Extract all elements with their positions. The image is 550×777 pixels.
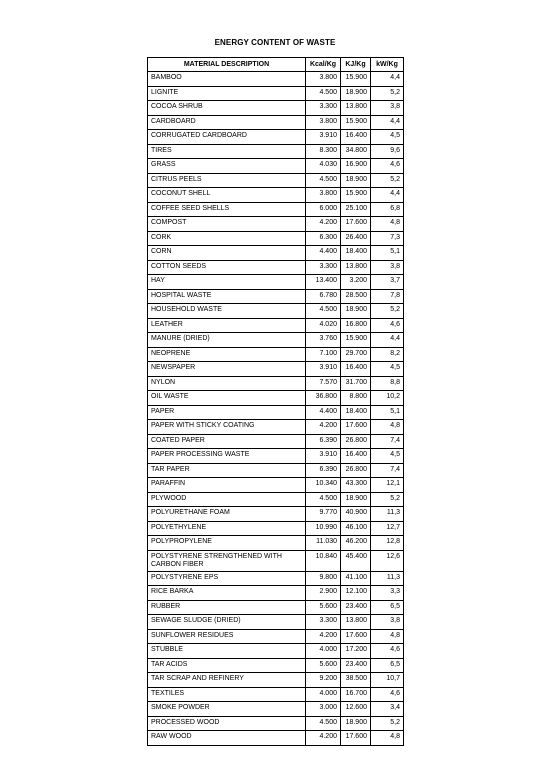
kj-cell: 15.900 (341, 72, 371, 87)
material-cell: HAY (148, 275, 306, 290)
kw-cell: 4,6 (371, 318, 404, 333)
kcal-cell: 3.800 (306, 115, 341, 130)
material-cell: POLYPROPYLENE (148, 536, 306, 551)
material-cell: TEXTILES (148, 687, 306, 702)
header-kj: KJ/Kg (341, 58, 371, 72)
kw-cell: 5,2 (371, 716, 404, 731)
kj-cell: 15.900 (341, 333, 371, 348)
kw-cell: 3,3 (371, 586, 404, 601)
kcal-cell: 3.760 (306, 333, 341, 348)
kw-cell: 11,3 (371, 507, 404, 522)
kj-cell: 18.900 (341, 716, 371, 731)
kj-cell: 26.800 (341, 463, 371, 478)
kw-cell: 4,4 (371, 72, 404, 87)
kcal-cell: 6.390 (306, 434, 341, 449)
kj-cell: 23.400 (341, 658, 371, 673)
material-cell: RICE BARKA (148, 586, 306, 601)
page-title: ENERGY CONTENT OF WASTE (214, 38, 336, 47)
kcal-cell: 3.910 (306, 449, 341, 464)
kw-cell: 8,8 (371, 376, 404, 391)
kcal-cell: 4.500 (306, 86, 341, 101)
kj-cell: 12.600 (341, 702, 371, 717)
kj-cell: 16.400 (341, 130, 371, 145)
kw-cell: 4,4 (371, 333, 404, 348)
table-row (148, 687, 404, 702)
kcal-cell: 4.200 (306, 731, 341, 746)
kw-cell: 6,5 (371, 600, 404, 615)
kj-cell: 8.800 (341, 391, 371, 406)
material-cell: POLYETHYLENE (148, 521, 306, 536)
table-row (148, 333, 404, 348)
kj-cell: 34.800 (341, 144, 371, 159)
kj-cell: 16.400 (341, 449, 371, 464)
kw-cell: 12,8 (371, 536, 404, 551)
kcal-cell: 6.780 (306, 289, 341, 304)
kw-cell: 4,5 (371, 449, 404, 464)
table-row (148, 716, 404, 731)
kw-cell: 3,8 (371, 615, 404, 630)
kw-cell: 8,2 (371, 347, 404, 362)
material-cell: LIGNITE (148, 86, 306, 101)
material-cell: SEWAGE SLUDGE (DRIED) (148, 615, 306, 630)
table-row (148, 391, 404, 406)
table-row (148, 536, 404, 551)
kj-cell: 43.300 (341, 478, 371, 493)
kw-cell: 3,7 (371, 275, 404, 290)
kw-cell: 5,1 (371, 246, 404, 261)
material-cell: POLYSTYRENE STRENGTHENED WITH CARBON FIBER (148, 550, 306, 571)
table-row (148, 289, 404, 304)
kj-cell: 13.800 (341, 260, 371, 275)
table-row (148, 586, 404, 601)
material-cell: CITRUS PEELS (148, 173, 306, 188)
kcal-cell: 9.200 (306, 673, 341, 688)
table-header-row (148, 58, 404, 72)
kcal-cell: 3.910 (306, 362, 341, 377)
kw-cell: 10,7 (371, 673, 404, 688)
kj-cell: 17.200 (341, 644, 371, 659)
material-cell: NEWSPAPER (148, 362, 306, 377)
kw-cell: 4,4 (371, 115, 404, 130)
kj-cell: 17.600 (341, 731, 371, 746)
kcal-cell: 4.000 (306, 687, 341, 702)
table-row (148, 420, 404, 435)
kcal-cell: 5.600 (306, 600, 341, 615)
kw-cell: 12,1 (371, 478, 404, 493)
kcal-cell: 3.300 (306, 101, 341, 116)
table-row (148, 550, 404, 571)
material-cell: POLYURETHANE FOAM (148, 507, 306, 522)
kcal-cell: 4.400 (306, 405, 341, 420)
table-row (148, 347, 404, 362)
kj-cell: 26.800 (341, 434, 371, 449)
table-row (148, 571, 404, 586)
kj-cell: 15.900 (341, 115, 371, 130)
kj-cell: 3.200 (341, 275, 371, 290)
kj-cell: 40.900 (341, 507, 371, 522)
material-cell: GRASS (148, 159, 306, 174)
kw-cell: 4,8 (371, 420, 404, 435)
kcal-cell: 10.990 (306, 521, 341, 536)
material-cell: CARDBOARD (148, 115, 306, 130)
kw-cell: 6,8 (371, 202, 404, 217)
kw-cell: 7,3 (371, 231, 404, 246)
kj-cell: 18.400 (341, 246, 371, 261)
kj-cell: 25.100 (341, 202, 371, 217)
table-row (148, 159, 404, 174)
kw-cell: 9,6 (371, 144, 404, 159)
table-row (148, 217, 404, 232)
kj-cell: 16.400 (341, 362, 371, 377)
kcal-cell: 3.300 (306, 615, 341, 630)
kj-cell: 17.600 (341, 420, 371, 435)
kj-cell: 26.400 (341, 231, 371, 246)
table-row (148, 521, 404, 536)
kj-cell: 18.900 (341, 492, 371, 507)
kw-cell: 5,2 (371, 492, 404, 507)
material-cell: TIRES (148, 144, 306, 159)
material-cell: COTTON SEEDS (148, 260, 306, 275)
material-cell: CORK (148, 231, 306, 246)
kw-cell: 5,2 (371, 173, 404, 188)
table-body (148, 72, 404, 746)
kcal-cell: 3.000 (306, 702, 341, 717)
material-cell: SMOKE POWDER (148, 702, 306, 717)
kw-cell: 4,5 (371, 362, 404, 377)
kw-cell: 10,2 (371, 391, 404, 406)
kj-cell: 46.200 (341, 536, 371, 551)
kw-cell: 4,8 (371, 629, 404, 644)
kw-cell: 5,2 (371, 86, 404, 101)
table-row (148, 231, 404, 246)
table-row (148, 507, 404, 522)
kcal-cell: 6.000 (306, 202, 341, 217)
kw-cell: 5,2 (371, 304, 404, 319)
kw-cell: 4,4 (371, 188, 404, 203)
material-cell: COATED PAPER (148, 434, 306, 449)
table-row (148, 629, 404, 644)
table-row (148, 658, 404, 673)
kcal-cell: 7.570 (306, 376, 341, 391)
table-row (148, 376, 404, 391)
table-row (148, 130, 404, 145)
table-row (148, 449, 404, 464)
material-cell: TAR ACIDS (148, 658, 306, 673)
kj-cell: 13.800 (341, 615, 371, 630)
kcal-cell: 4.020 (306, 318, 341, 333)
header-kcal: Kcal/Kg (306, 58, 341, 72)
kw-cell: 12,7 (371, 521, 404, 536)
kw-cell: 7,4 (371, 434, 404, 449)
material-cell: COCOA SHRUB (148, 101, 306, 116)
kj-cell: 45.400 (341, 550, 371, 571)
kcal-cell: 10.340 (306, 478, 341, 493)
material-cell: POLYSTYRENE EPS (148, 571, 306, 586)
table-row (148, 492, 404, 507)
table-row (148, 600, 404, 615)
material-cell: COFFEE SEED SHELLS (148, 202, 306, 217)
material-cell: PAPER (148, 405, 306, 420)
kw-cell: 3,4 (371, 702, 404, 717)
table-row (148, 173, 404, 188)
table-row (148, 673, 404, 688)
kcal-cell: 3.800 (306, 188, 341, 203)
kcal-cell: 3.800 (306, 72, 341, 87)
kcal-cell: 4.000 (306, 644, 341, 659)
kj-cell: 28.500 (341, 289, 371, 304)
material-cell: LEATHER (148, 318, 306, 333)
kj-cell: 18.900 (341, 86, 371, 101)
material-cell: COCONUT SHELL (148, 188, 306, 203)
energy-table (147, 57, 404, 746)
material-cell: HOSPITAL WASTE (148, 289, 306, 304)
material-cell: PROCESSED WOOD (148, 716, 306, 731)
material-cell: NYLON (148, 376, 306, 391)
kw-cell: 4,8 (371, 731, 404, 746)
table-row (148, 615, 404, 630)
kcal-cell: 4.500 (306, 304, 341, 319)
kw-cell: 5,1 (371, 405, 404, 420)
kj-cell: 23.400 (341, 600, 371, 615)
material-cell: PLYWOOD (148, 492, 306, 507)
material-cell: TAR SCRAP AND REFINERY (148, 673, 306, 688)
material-cell: OIL WASTE (148, 391, 306, 406)
table-row (148, 731, 404, 746)
material-cell: PARAFFIN (148, 478, 306, 493)
table-row (148, 260, 404, 275)
kcal-cell: 6.300 (306, 231, 341, 246)
kj-cell: 41.100 (341, 571, 371, 586)
table-row (148, 463, 404, 478)
material-cell: STUBBLE (148, 644, 306, 659)
kw-cell: 4,6 (371, 644, 404, 659)
kw-cell: 3,8 (371, 101, 404, 116)
kj-cell: 17.600 (341, 629, 371, 644)
kj-cell: 12.100 (341, 586, 371, 601)
table-row (148, 246, 404, 261)
table-row (148, 202, 404, 217)
table-row (148, 405, 404, 420)
kcal-cell: 4.400 (306, 246, 341, 261)
material-cell: RUBBER (148, 600, 306, 615)
kcal-cell: 4.200 (306, 629, 341, 644)
material-cell: TAR PAPER (148, 463, 306, 478)
table-row (148, 304, 404, 319)
kj-cell: 18.400 (341, 405, 371, 420)
kw-cell: 4,5 (371, 130, 404, 145)
kcal-cell: 3.300 (306, 260, 341, 275)
table-row (148, 101, 404, 116)
kj-cell: 17.600 (341, 217, 371, 232)
material-cell: PAPER WITH STICKY COATING (148, 420, 306, 435)
kcal-cell: 10.840 (306, 550, 341, 571)
kw-cell: 4,8 (371, 217, 404, 232)
kcal-cell: 36.800 (306, 391, 341, 406)
kcal-cell: 9.770 (306, 507, 341, 522)
table-row (148, 644, 404, 659)
kcal-cell: 9.800 (306, 571, 341, 586)
kw-cell: 4,6 (371, 159, 404, 174)
kcal-cell: 7.100 (306, 347, 341, 362)
kj-cell: 29.700 (341, 347, 371, 362)
kj-cell: 46.100 (341, 521, 371, 536)
kcal-cell: 4.030 (306, 159, 341, 174)
kw-cell: 3,8 (371, 260, 404, 275)
material-cell: RAW WOOD (148, 731, 306, 746)
kcal-cell: 11.030 (306, 536, 341, 551)
kcal-cell: 6.390 (306, 463, 341, 478)
header-kw: kW/Kg (371, 58, 404, 72)
kcal-cell: 3.910 (306, 130, 341, 145)
kj-cell: 18.900 (341, 304, 371, 319)
kcal-cell: 4.500 (306, 492, 341, 507)
kcal-cell: 2.900 (306, 586, 341, 601)
material-cell: PAPER PROCESSING WASTE (148, 449, 306, 464)
kw-cell: 7,8 (371, 289, 404, 304)
table-row (148, 188, 404, 203)
material-cell: CORN (148, 246, 306, 261)
kj-cell: 15.900 (341, 188, 371, 203)
kcal-cell: 4.200 (306, 217, 341, 232)
material-cell: NEOPRENE (148, 347, 306, 362)
kj-cell: 16.700 (341, 687, 371, 702)
table-row (148, 478, 404, 493)
kj-cell: 38.500 (341, 673, 371, 688)
kcal-cell: 4.200 (306, 420, 341, 435)
material-cell: BAMBOO (148, 72, 306, 87)
kj-cell: 16.800 (341, 318, 371, 333)
material-cell: SUNFLOWER RESIDUES (148, 629, 306, 644)
kw-cell: 4,6 (371, 687, 404, 702)
table-row (148, 115, 404, 130)
kj-cell: 13.800 (341, 101, 371, 116)
table-row (148, 72, 404, 87)
material-cell: CORRUGATED CARDBOARD (148, 130, 306, 145)
kcal-cell: 8.300 (306, 144, 341, 159)
kcal-cell: 4.500 (306, 716, 341, 731)
table-row (148, 702, 404, 717)
table-row (148, 434, 404, 449)
table-row (148, 318, 404, 333)
kw-cell: 6,5 (371, 658, 404, 673)
kw-cell: 7,4 (371, 463, 404, 478)
kcal-cell: 4.500 (306, 173, 341, 188)
kw-cell: 11,3 (371, 571, 404, 586)
material-cell: MANURE (DRIED) (148, 333, 306, 348)
table-row (148, 275, 404, 290)
kj-cell: 31.700 (341, 376, 371, 391)
table-row (148, 86, 404, 101)
material-cell: HOUSEHOLD WASTE (148, 304, 306, 319)
kcal-cell: 13.400 (306, 275, 341, 290)
table-row (148, 144, 404, 159)
kw-cell: 12,6 (371, 550, 404, 571)
kcal-cell: 5.600 (306, 658, 341, 673)
header-material-description: MATERIAL DESCRIPTION (148, 58, 306, 72)
material-cell: COMPOST (148, 217, 306, 232)
kj-cell: 18.900 (341, 173, 371, 188)
kj-cell: 16.900 (341, 159, 371, 174)
table-row (148, 362, 404, 377)
